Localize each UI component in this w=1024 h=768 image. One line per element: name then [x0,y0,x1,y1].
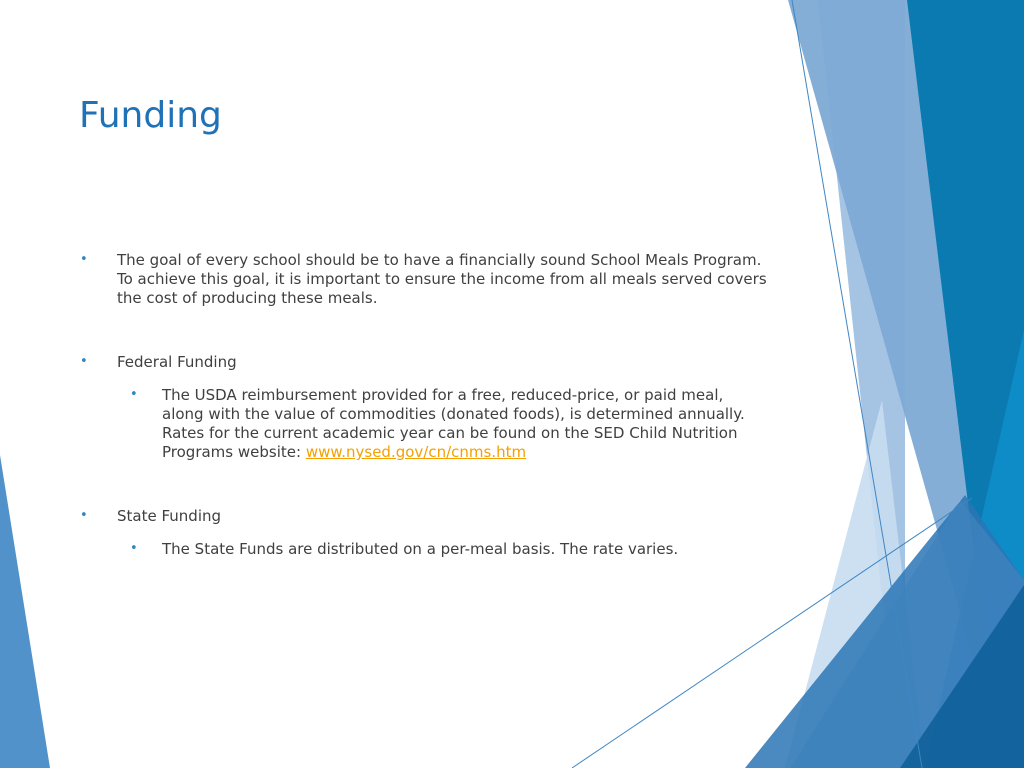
bullet-goal [80,251,767,308]
sub-bullet-usda-reimbursement [130,386,767,462]
bullet-marker: • [130,541,138,556]
slide-title: Funding [79,95,222,136]
bullet-marker: • [80,252,88,267]
bullet-marker: • [80,354,88,369]
bullet-federal-funding-text: Federal Funding [117,353,237,371]
bullet-state-funding-text: State Funding [117,507,222,525]
bullet-goal-text: The goal of every school should be to have a financially sound School Meals Program. To achieve this goal, it is important to ensure the income from all meals served covers the cost of producing these meals. [117,251,767,307]
bullet-marker: • [80,508,88,523]
bullet-marker: • [130,387,138,402]
bullet-federal-funding [80,353,767,372]
sub-bullet-state-funds [130,540,767,559]
sed-cnms-link[interactable]: www.nysed.gov/cn/cnms.htm [305,443,527,461]
sub-bullet-usda-text: The USDA reimbursement provided for a free, reduced-price, or paid meal, along with the value of commodities (donated foods), is determined annually. Rates for the current academic year can be found on the SED Child Nutrition Programs website: [162,386,745,461]
bullet-state-funding [80,507,767,526]
left-edge-triangle [0,455,50,768]
sub-bullet-state-funds-text: The State Funds are distributed on a per-meal basis. The rate varies. [162,540,679,558]
